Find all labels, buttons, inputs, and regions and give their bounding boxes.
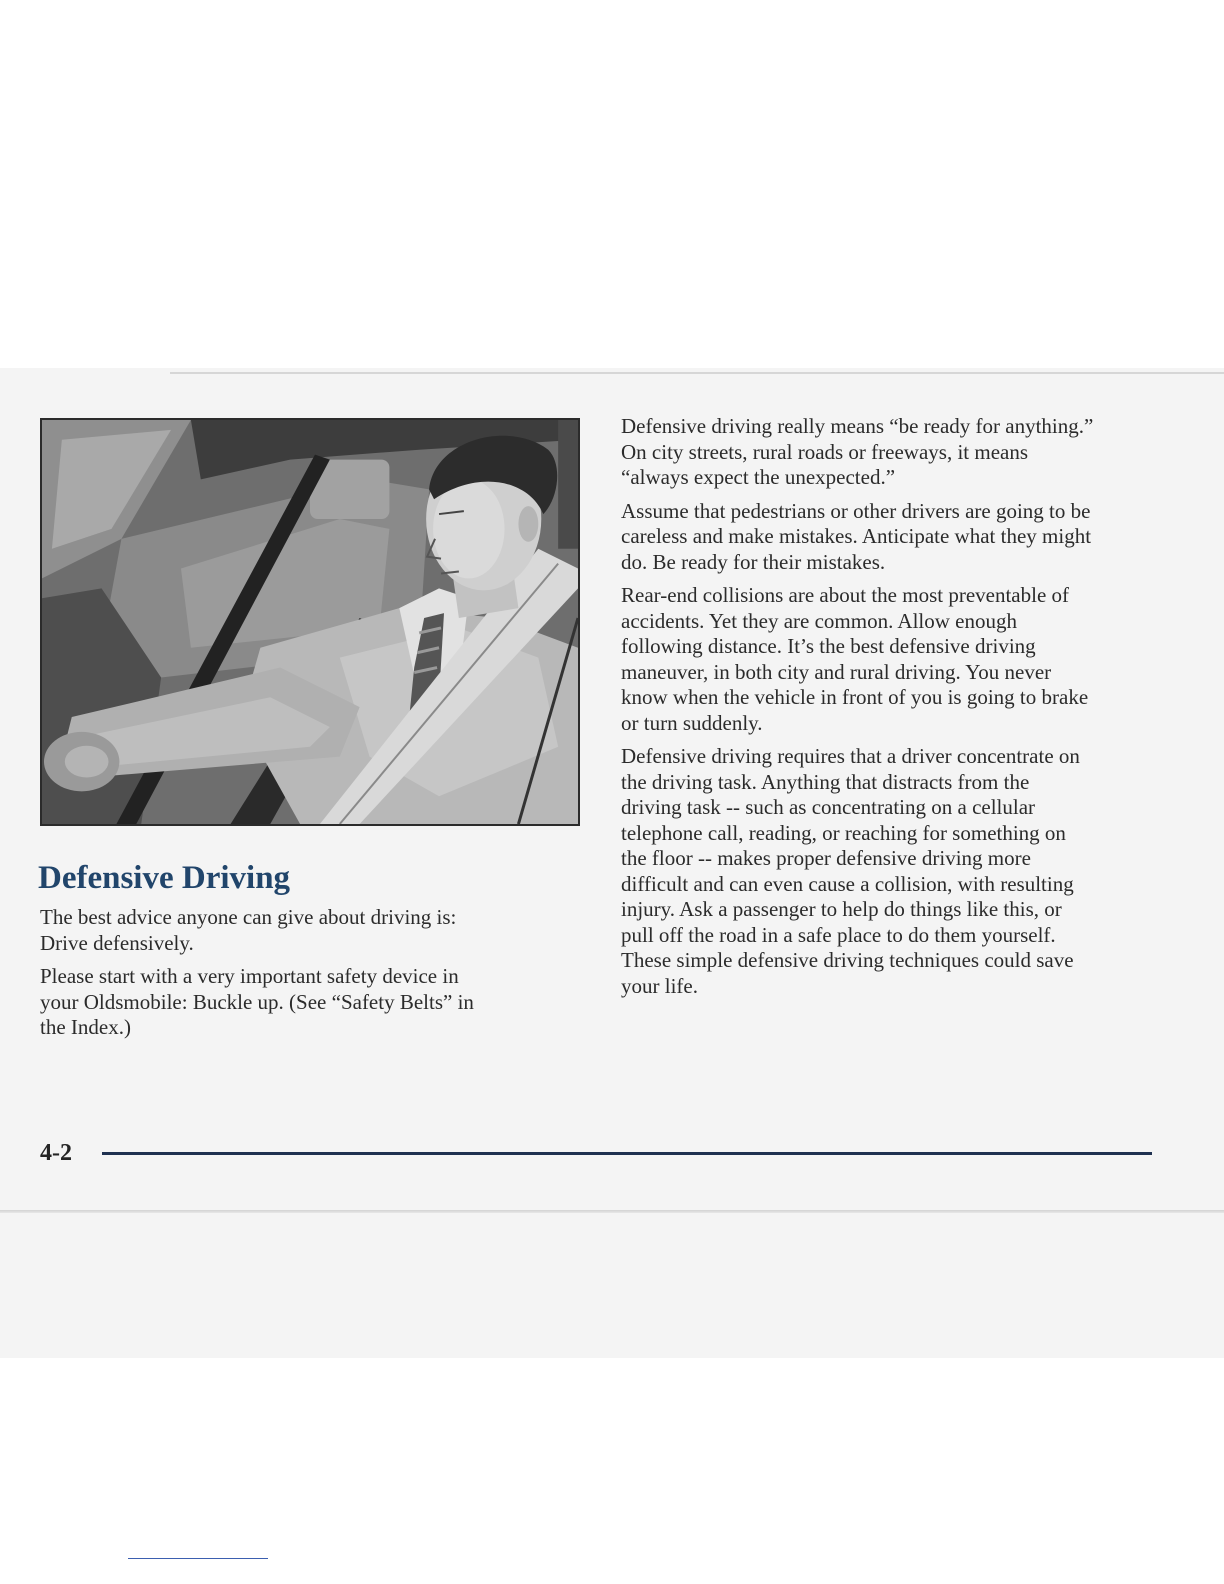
driver-illustration-art xyxy=(42,420,578,824)
section-title: Defensive Driving xyxy=(38,860,291,896)
page-number: 4-2 xyxy=(40,1140,72,1166)
right-paragraph-2: Assume that pedestrians or other drivers are going to be careless and make mistakes. Anticipate what they might do. Be ready for their mistakes. xyxy=(621,498,1092,574)
left-paragraph-2: Please start with a very important safety device in your Oldsmobile: Buckle up. (See “Safety Belts” in the Index.) xyxy=(40,964,474,1039)
footer-rule xyxy=(102,1152,1152,1155)
right-paragraph-1: Defensive driving really means “be ready for anything.” On city streets, rural roads or freeways, it means “always expect the unexpected.” xyxy=(621,414,1094,489)
left-paragraph-1: The best advice anyone can give about driving is: Drive defensively. xyxy=(40,905,457,955)
band-top-rule xyxy=(170,372,1224,374)
right-paragraph-4: Defensive driving requires that a driver concentrate on the driving task. Anything that distracts from the driving task -- such as concentrating on a cellular telephone call, reading, or reaching for something on the floor -- makes proper defensive driving more difficult and can even cause a collision, with resulting injury. Ask a passenger to help do things like this, or pull off the road in a safe place to do them yourself. These simple defensive driving techniques could save your life. xyxy=(621,744,1080,998)
left-column xyxy=(40,905,560,1049)
driver-illustration xyxy=(40,418,580,826)
band-bottom-rule xyxy=(0,1210,1224,1213)
right-paragraph-3: Rear-end collisions are about the most preventable of accidents. Yet they are common. Allow enough following distance. It’s the best defensive driving maneuver, in both city and rural driving. You never know when the vehicle in front of you is going to brake or turn suddenly. xyxy=(621,583,1089,735)
bottom-link-underline xyxy=(128,1558,268,1559)
right-column xyxy=(621,414,1166,1007)
